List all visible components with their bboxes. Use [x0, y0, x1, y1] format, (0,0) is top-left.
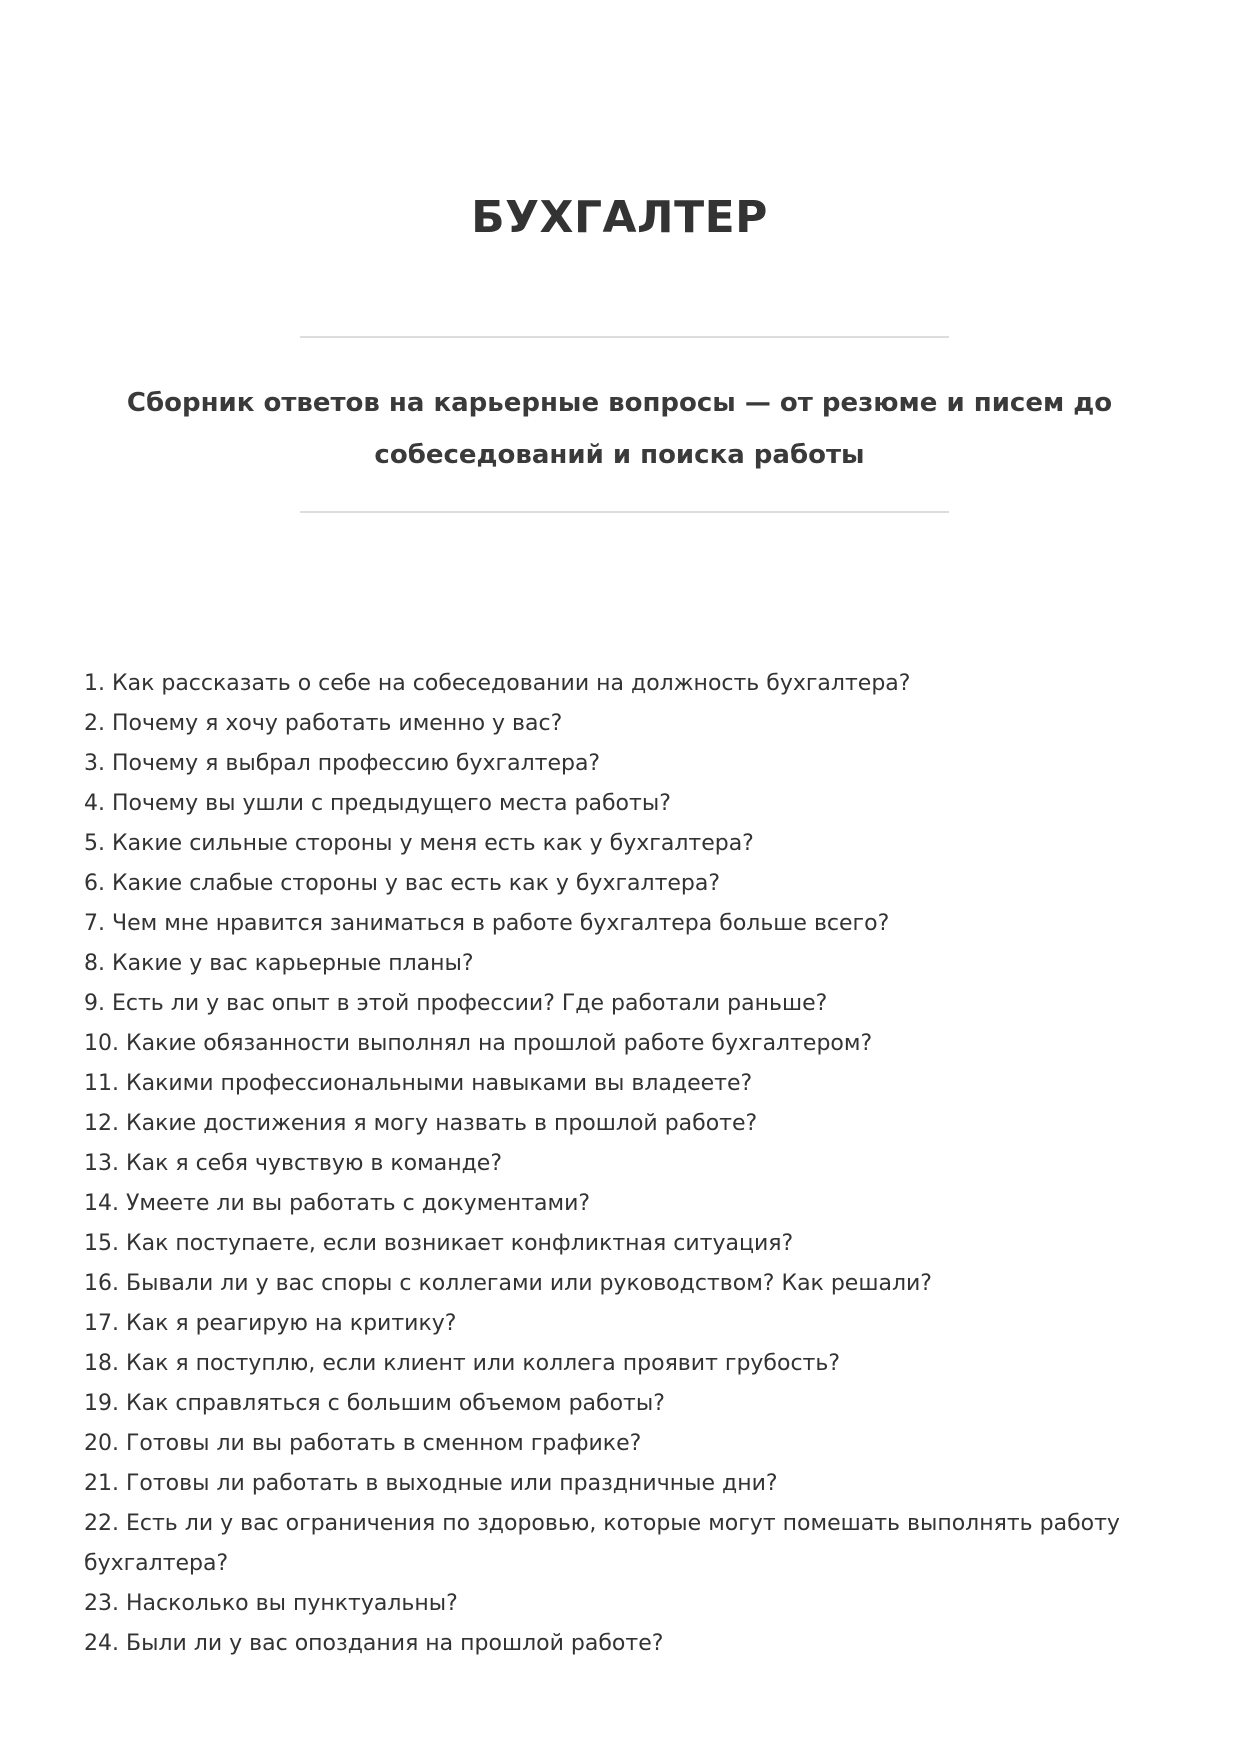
question-item: 24. Были ли у вас опоздания на прошлой работе? [84, 1631, 664, 1656]
question-item: 3. Почему я выбрал профессию бухгалтера? [84, 751, 601, 776]
question-item: 17. Как я реагирую на критику? [84, 1311, 457, 1336]
question-item: 14. Умеете ли вы работать с документами? [84, 1191, 591, 1216]
question-item: 5. Какие сильные стороны у меня есть как у бухгалтера? [84, 831, 754, 856]
question-item: 23. Насколько вы пунктуальны? [84, 1591, 458, 1616]
page-title: БУХГАЛТЕР [471, 192, 768, 243]
question-item: 16. Бывали ли у вас споры с коллегами или руководством? Как решали? [84, 1271, 932, 1296]
question-item: 18. Как я поступлю, если клиент или коллега проявит грубость? [84, 1351, 841, 1376]
divider-top [300, 336, 949, 338]
question-item: 2. Почему я хочу работать именно у вас? [84, 711, 563, 736]
question-item: 10. Какие обязанности выполнял на прошлой работе бухгалтером? [84, 1031, 873, 1056]
question-item: 7. Чем мне нравится заниматься в работе бухгалтера больше всего? [84, 911, 890, 936]
question-item: 6. Какие слабые стороны у вас есть как у бухгалтера? [84, 871, 721, 896]
subtitle: Сборник ответов на карьерные вопросы — от резюме и писем до собеседований и поиска работы [126, 388, 1113, 470]
question-list [84, 664, 1144, 1664]
question-item: 22. Есть ли у вас ограничения по здоровью, которые могут помешать выполнять работу бухгалтера? [84, 1511, 1120, 1576]
question-item: 19. Как справляться с большим объемом работы? [84, 1391, 665, 1416]
question-item: 20. Готовы ли вы работать в сменном графике? [84, 1431, 642, 1456]
question-item: 21. Готовы ли работать в выходные или праздничные дни? [84, 1471, 778, 1496]
question-item: 11. Какими профессиональными навыками вы владеете? [84, 1071, 753, 1096]
divider-bottom [300, 511, 949, 513]
question-item: 12. Какие достижения я могу назвать в прошлой работе? [84, 1111, 758, 1136]
question-item: 13. Как я себя чувствую в команде? [84, 1151, 502, 1176]
question-item: 8. Какие у вас карьерные планы? [84, 951, 474, 976]
question-item: 1. Как рассказать о себе на собеседовании на должность бухгалтера? [84, 671, 911, 696]
question-item: 9. Есть ли у вас опыт в этой профессии? Где работали раньше? [84, 991, 828, 1016]
question-item: 15. Как поступаете, если возникает конфликтная ситуация? [84, 1231, 794, 1256]
question-item: 4. Почему вы ушли с предыдущего места работы? [84, 791, 671, 816]
